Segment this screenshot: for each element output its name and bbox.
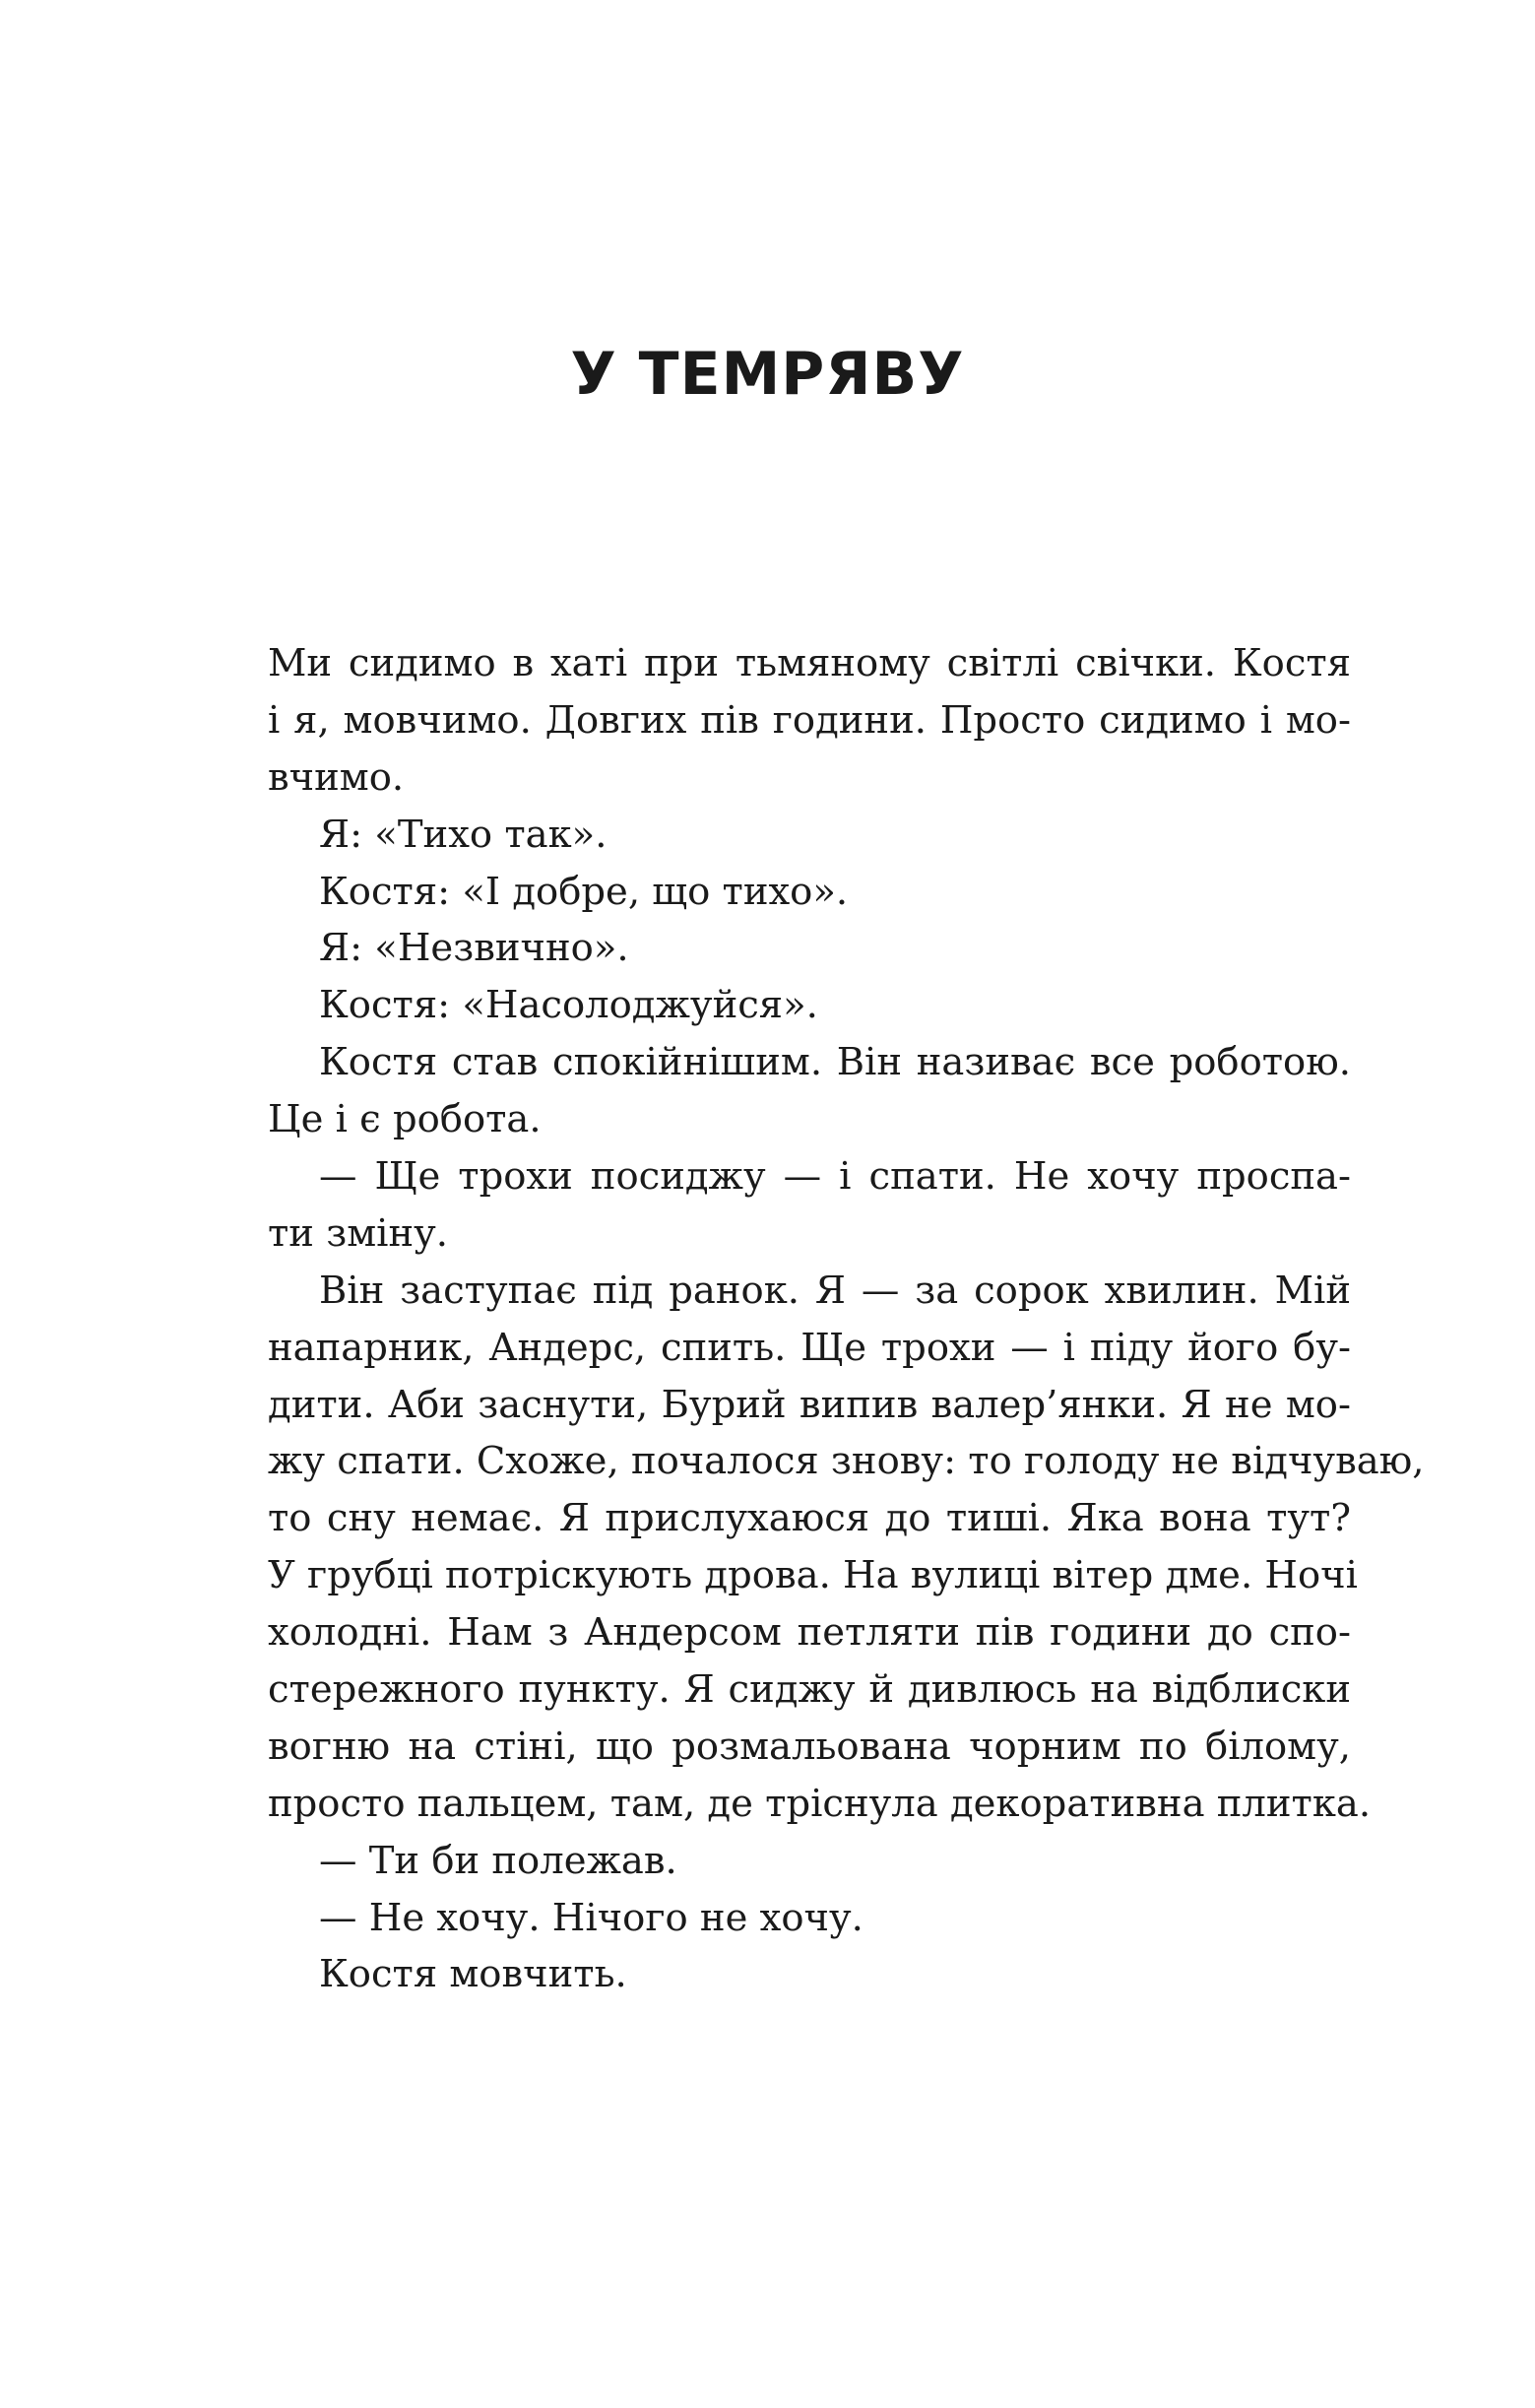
text-line: Костя: «І добре, що тихо». (319, 869, 849, 914)
text-line: — Ти би полежав. (319, 1838, 677, 1883)
text-line: Я: «Тихо так». (319, 812, 608, 857)
text-line: У грубці потріскують дрова. На вулиці вітер дме. Ночі (268, 1553, 1358, 1598)
chapter-body (268, 635, 1425, 2003)
text-line: Костя: «Насолоджуйся». (319, 983, 818, 1028)
text-line: холодні. Нам з Андерсом петляти пів години до спо- (268, 1610, 1351, 1656)
text-line: Ми сидимо в хаті при тьмяному світлі свічки. Костя (268, 641, 1351, 685)
text-line: Він заступає під ранок. Я — за сорок хвилин. Мій (319, 1268, 1351, 1313)
text-line: — Не хочу. Нічого не хочу. (319, 1895, 863, 1940)
text-line: вчимо. (268, 754, 405, 800)
text-line: ти зміну. (268, 1210, 449, 1256)
text-line: просто пальцем, там, де тріснула декоративна плитка. (268, 1781, 1372, 1826)
text-line: Це і є робота. (268, 1097, 542, 1142)
text-line: дити. Аби заснути, Бурий випив валер’янки. Я не мо- (268, 1382, 1351, 1427)
text-line: стережного пункту. Я сиджу й дивлюсь на відблиски (268, 1667, 1351, 1713)
chapter-title: У ТЕМРЯВУ (570, 340, 965, 409)
text-line: — Ще трохи посиджу — і спати. Не хочу проспа- (319, 1154, 1351, 1200)
text-line: Костя став спокійнішим. Він називає все роботою. (319, 1040, 1351, 1085)
text-line: жу спати. Схоже, почалося знову: то голоду не відчуваю, (268, 1439, 1425, 1484)
text-line: і я, мовчимо. Довгих пів години. Просто сидимо і мо- (268, 697, 1351, 743)
text-line: напарник, Андерс, спить. Ще трохи — і піду його бу- (268, 1325, 1351, 1370)
text-line: Я: «Незвично». (319, 926, 629, 971)
text-line: Костя мовчить. (319, 1952, 627, 1997)
text-line: вогню на стіні, що розмальована чорним по білому, (268, 1724, 1351, 1769)
text-line: то сну немає. Я прислухаюся до тиші. Яка вона тут? (268, 1496, 1351, 1541)
